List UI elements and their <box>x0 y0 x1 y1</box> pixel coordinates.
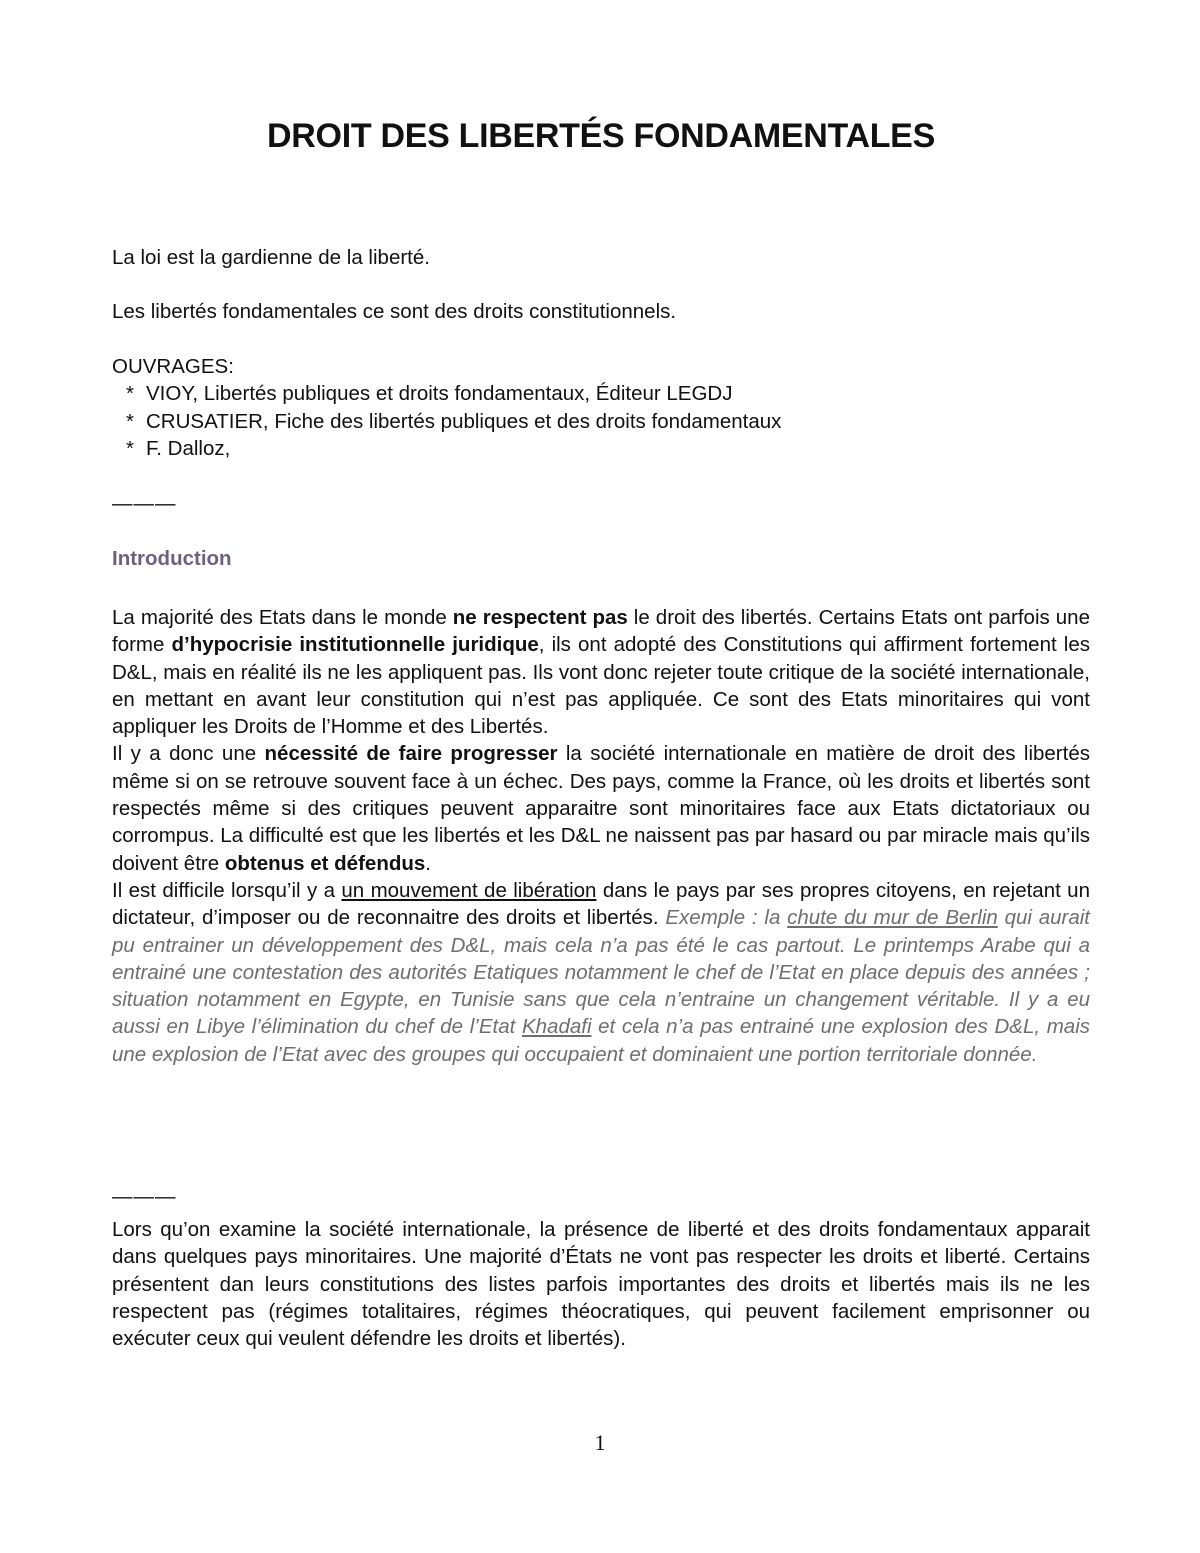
reference-item: * VIOY, Libertés publiques et droits fondamentaux, Éditeur LEGDJ <box>112 380 1090 407</box>
intro-line-2: Les libertés fondamentales ce sont des droits constitutionnels. <box>112 300 677 323</box>
paragraph: Lors qu’on examine la société internationale, la présence de liberté et des droits fondamentaux apparait dans quelques pays minoritaires. Une majorité d’États ne vont pas respecter les droits et liberté. Certains présentent dan leurs constitutions des listes parfois importantes des droits et libertés mais ils ne les respectent pas (régimes totalitaires, régimes théocratiques, qui peuvent facilement emprisonner ou exécuter ceux qui veulent défendre les droits et libertés). <box>112 1218 1090 1351</box>
bullet-icon: * <box>126 409 134 433</box>
page-number: 1 <box>594 1430 606 1455</box>
paragraph: Il est difficile lorsqu’il y a un mouvement de libération dans le pays par ses propres citoyens, en rejetant un dictateur, d’imposer ou de reconnaitre des droits et libertés. Exemple : la chute du mur de Berlin qui aurait pu entrainer un développement des D&L, mais cela n’a pas été le cas partout. Le printemps Arabe qui a entrainé une contestation des autorités Etatiques notamment le chef de l’Etat en place depuis des années ; situation notamment en Egypte, en Tunisie sans que cela n’entraine un changement véritable. Il y a eu aussi en Libye l’élimination du chef de l’Etat Khadafi et cela n’a pas entrainé une explosion des D&L, mais une explosion de l’Etat avec des groupes qui occupaient et dominaient une portion territoriale donnée. <box>112 878 1090 1066</box>
bullet-icon: * <box>126 436 134 460</box>
references-block <box>112 353 1090 462</box>
separator: ——— <box>112 492 177 515</box>
example-text: Exemple : la chute du mur de Berlin qui aurait pu entrainer un développement des D&L, mais cela n’a pas été le cas partout. Le printemps Arabe qui a entrainé une contestation des autorités Etatiques notamment le chef de l’Etat en place depuis des années ; situation notamment en Egypte, en Tunisie sans que cela n’entraine un changement véritable. Il y a eu aussi en Libye l’élimination du chef de l’Etat Khadafi et cela n’a pas entrainé une explosion des D&L, mais une explosion de l’Etat avec des groupes qui occupaient et dominaient une portion territoriale donnée. <box>112 906 1090 1066</box>
body-text <box>112 604 1090 1068</box>
paragraph: La majorité des Etats dans le monde ne respectent pas le droit des libertés. Certains Etats ont parfois une forme d’hypocrisie institutionnelle juridique, ils ont adopté des Constitutions qui affirment fortement les D&L, mais en réalité ils ne les appliquent pas. Ils vont donc rejeter toute critique de la société internationale, en mettant en avant leur constitution qui n’est pas appliquée. Ce sont des Etats minoritaires qui vont appliquer les Droits de l’Homme et des Libertés. <box>112 606 1090 739</box>
reference-item: * CRUSATIER, Fiche des libertés publiques et des droits fondamentaux <box>112 408 1090 435</box>
bullet-icon: * <box>126 382 134 406</box>
document-title: DROIT DES LIBERTÉS FONDAMENTALES <box>267 117 935 155</box>
separator: ——— <box>112 1185 177 1208</box>
section-heading: Introduction <box>112 547 232 570</box>
underlined-phrase: un mouvement de libération <box>341 878 597 902</box>
reference-item: * F. Dalloz, <box>112 435 1090 462</box>
paragraph: Il y a donc une nécessité de faire progresser la société internationale en matière de droit des libertés même si on se retrouve souvent face à un échec. Des pays, comme la France, où les droits et libertés sont respectés même si des critiques peuvent apparaitre sont minoritaires face aux Etats dictatoriaux ou corrompus. La difficulté est que les libertés et les D&L ne naissent pas par hasard ou par miracle mais qu’ils doivent être obtenus et défendus. <box>112 742 1090 875</box>
intro-line-1: La loi est la gardienne de la liberté. <box>112 246 430 269</box>
references-list <box>112 380 1090 462</box>
references-label: OUVRAGES: <box>112 355 234 378</box>
